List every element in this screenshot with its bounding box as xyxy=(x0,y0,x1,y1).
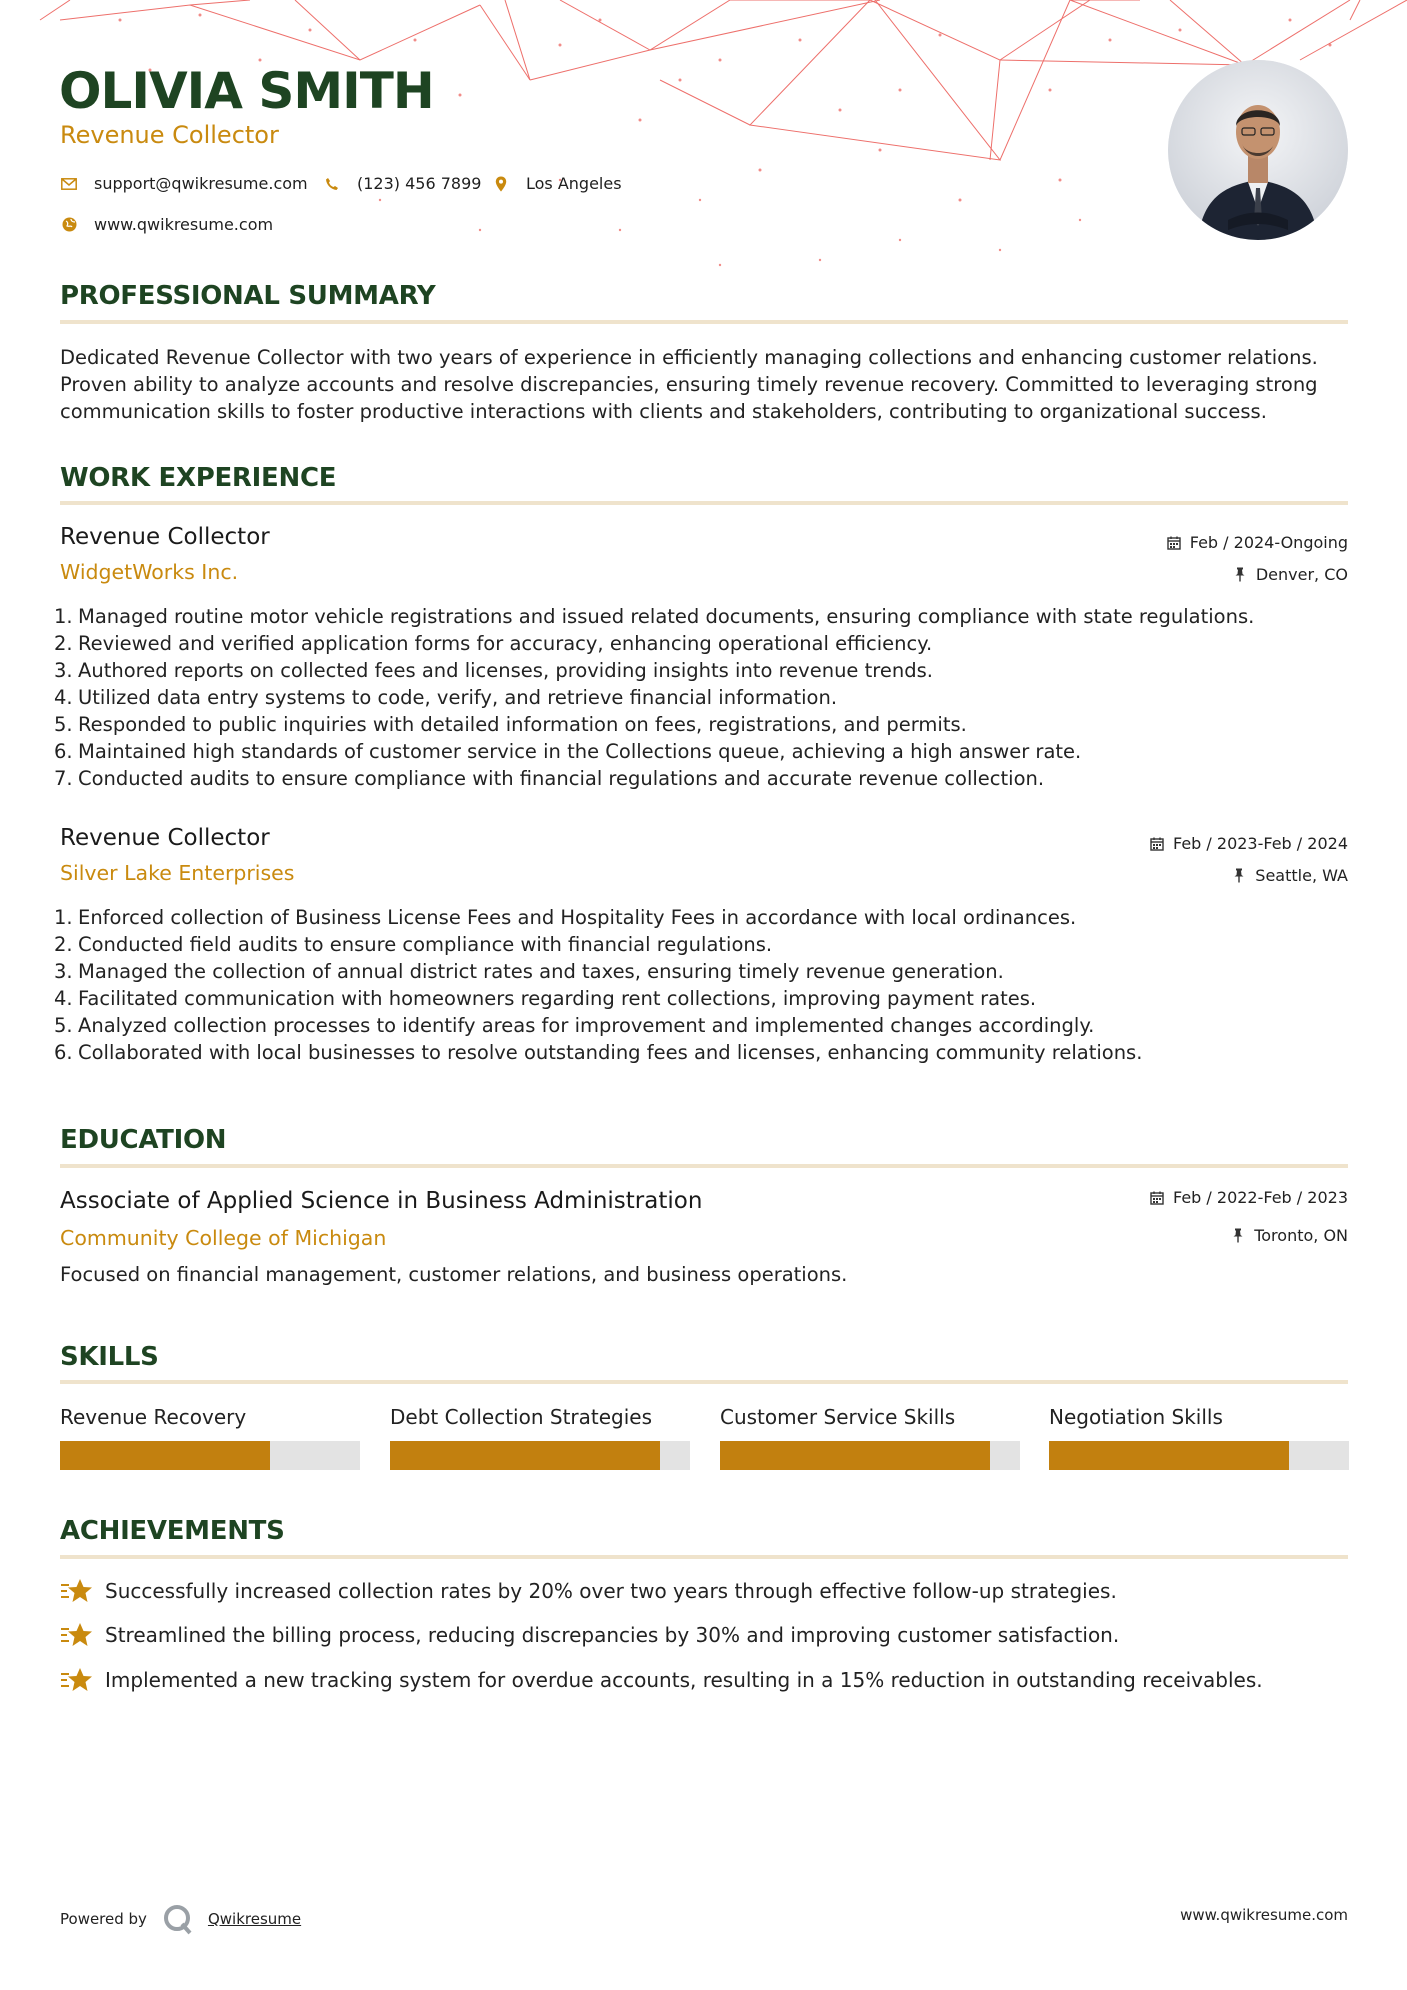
skill-bar-fill xyxy=(390,1441,660,1470)
footer-website[interactable]: www.qwikresume.com xyxy=(1180,1906,1348,1924)
skill-bar-fill xyxy=(60,1441,270,1470)
email-text: support@qwikresume.com xyxy=(94,174,308,193)
list-item: 5. Analyzed collection processes to identify areas for improvement and implemented changes accordingly. xyxy=(54,1014,1095,1037)
achievement-item xyxy=(60,1621,1119,1649)
star-award-icon xyxy=(60,1666,92,1694)
list-item: 6. Maintained high standards of customer service in the Collections queue, achieving a high answer rate. xyxy=(54,740,1082,763)
envelope-icon xyxy=(60,175,78,193)
skills-heading: SKILLS xyxy=(60,1342,159,1372)
skill-label: Negotiation Skills xyxy=(1049,1405,1223,1429)
job-bullets xyxy=(54,603,1354,792)
skill-label: Revenue Recovery xyxy=(60,1405,247,1429)
skill-bar xyxy=(60,1441,360,1470)
list-item: 3. Managed the collection of annual district rates and taxes, ensuring timely revenue generation. xyxy=(54,960,1004,983)
achievement-item xyxy=(60,1666,1263,1694)
section-divider xyxy=(60,320,1348,324)
phone-icon xyxy=(323,175,341,193)
job-location-text: Seattle, WA xyxy=(1255,866,1348,885)
contact-website[interactable] xyxy=(60,215,273,234)
map-pin-icon xyxy=(492,175,510,193)
job-dates xyxy=(1149,834,1348,853)
list-item: 6. Collaborated with local businesses to resolve outstanding fees and licenses, enhancing community relations. xyxy=(54,1041,1143,1064)
candidate-role: Revenue Collector xyxy=(60,121,279,149)
job-bullets xyxy=(54,904,1354,1066)
job-company: WidgetWorks Inc. xyxy=(60,560,239,584)
achievements-heading: ACHIEVEMENTS xyxy=(60,1516,285,1546)
candidate-name: OLIVIA SMITH xyxy=(59,62,434,120)
calendar-icon xyxy=(1149,1190,1165,1206)
phone-text: (123) 456 7899 xyxy=(357,174,482,193)
section-divider xyxy=(60,1555,1348,1559)
list-item: 4. Facilitated communication with homeowners regarding rent collections, improving payment rates. xyxy=(54,987,1037,1010)
calendar-icon xyxy=(1149,836,1165,852)
list-item: 5. Responded to public inquiries with detailed information on fees, registrations, and permits. xyxy=(54,713,967,736)
summary-heading: PROFESSIONAL SUMMARY xyxy=(60,281,436,311)
school-name: Community College of Michigan xyxy=(60,1226,387,1250)
list-item: 3. Authored reports on collected fees and licenses, providing insights into revenue trends. xyxy=(54,659,933,682)
list-item: 2. Reviewed and verified application forms for accuracy, enhancing operational efficiency. xyxy=(54,632,933,655)
skill-bar xyxy=(720,1441,1020,1470)
section-divider xyxy=(60,1380,1348,1384)
list-item: 4. Utilized data entry systems to code, verify, and retrieve financial information. xyxy=(54,686,838,709)
section-divider xyxy=(60,501,1348,505)
contact-email[interactable] xyxy=(60,174,308,193)
job-dates-text: Feb / 2023-Feb / 2024 xyxy=(1173,834,1348,853)
achievement-text: Implemented a new tracking system for overdue accounts, resulting in a 15% reduction in outstanding receivables. xyxy=(105,1668,1263,1692)
footer-powered-by xyxy=(60,1903,301,1935)
education-location-text: Toronto, ON xyxy=(1254,1226,1348,1245)
skill-bar-fill xyxy=(1049,1441,1289,1470)
job-location xyxy=(1231,866,1348,885)
list-item: 1. Managed routine motor vehicle registrations and issued related documents, ensuring compliance with state regulations. xyxy=(54,605,1255,628)
education-description: Focused on financial management, customer relations, and business operations. xyxy=(60,1263,848,1286)
powered-by-text: Powered by xyxy=(60,1910,147,1928)
job-location xyxy=(1232,565,1348,584)
location-text: Los Angeles xyxy=(526,174,622,193)
achievement-item xyxy=(60,1577,1117,1605)
skill-bar xyxy=(1049,1441,1349,1470)
pushpin-icon xyxy=(1231,868,1247,884)
skill-label: Customer Service Skills xyxy=(720,1405,956,1429)
pushpin-icon xyxy=(1232,567,1248,583)
website-text: www.qwikresume.com xyxy=(94,215,274,234)
section-divider xyxy=(60,1164,1348,1168)
list-item: 1. Enforced collection of Business License Fees and Hospitality Fees in accordance with local ordinances. xyxy=(54,906,1077,929)
pushpin-icon xyxy=(1230,1228,1246,1244)
job-title: Revenue Collector xyxy=(60,825,270,851)
contact-phone[interactable] xyxy=(323,174,481,193)
star-award-icon xyxy=(60,1621,92,1649)
job-title: Revenue Collector xyxy=(60,524,270,550)
list-item: 2. Conducted field audits to ensure compliance with financial regulations. xyxy=(54,933,773,956)
skill-label: Debt Collection Strategies xyxy=(390,1405,653,1429)
achievement-text: Streamlined the billing process, reducing discrepancies by 30% and improving customer satisfaction. xyxy=(105,1623,1120,1647)
job-dates-text: Feb / 2024-Ongoing xyxy=(1189,533,1348,552)
degree-title: Associate of Applied Science in Business Administration xyxy=(60,1188,703,1214)
summary-text: Dedicated Revenue Collector with two years of experience in efficiently managing collections and enhancing customer relations. Proven ability to analyze accounts and resolve discrepancies, ensuring timely revenue recovery. Committed to leveraging strong communication skills to foster productive interactions with clients and stakeholders, contributing to organizational success. xyxy=(60,346,1318,423)
qwikresume-link[interactable]: Qwikresume xyxy=(207,1910,302,1928)
achievement-text: Successfully increased collection rates by 20% over two years through effective follow-up strategies. xyxy=(105,1579,1117,1603)
job-company: Silver Lake Enterprises xyxy=(60,861,295,885)
education-location xyxy=(1230,1226,1348,1245)
globe-icon xyxy=(60,216,78,234)
experience-heading: WORK EXPERIENCE xyxy=(60,463,337,493)
skill-bar-fill xyxy=(720,1441,990,1470)
contact-location xyxy=(492,174,622,193)
job-location-text: Denver, CO xyxy=(1255,565,1348,584)
job-dates xyxy=(1166,533,1348,552)
list-item: 7. Conducted audits to ensure compliance with financial regulations and accurate revenue collection. xyxy=(54,767,1045,790)
profile-photo xyxy=(1168,60,1348,240)
calendar-icon xyxy=(1166,535,1182,551)
star-award-icon xyxy=(60,1577,92,1605)
qwikresume-logo-icon xyxy=(162,1903,194,1935)
education-heading: EDUCATION xyxy=(60,1125,227,1155)
education-dates-text: Feb / 2022-Feb / 2023 xyxy=(1173,1188,1348,1207)
education-dates xyxy=(1149,1188,1348,1207)
skill-bar xyxy=(390,1441,690,1470)
